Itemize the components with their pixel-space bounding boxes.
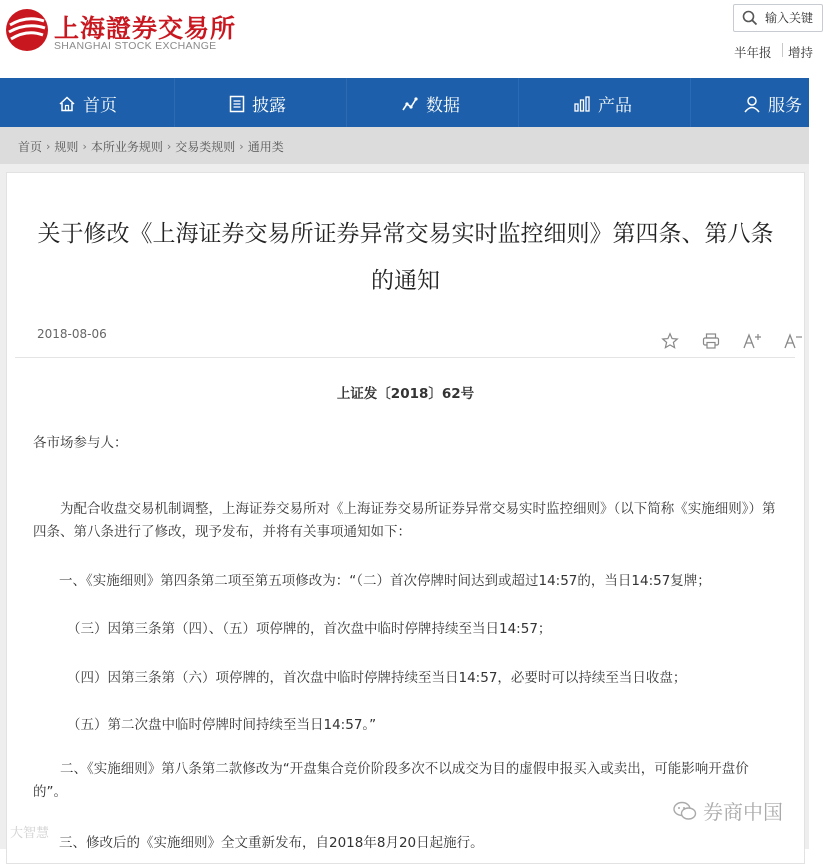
article-panel	[6, 172, 805, 864]
link-increase-holdings[interactable]: 增持	[788, 45, 814, 60]
nav-label-products: 产品	[598, 96, 632, 116]
breadcrumb-general[interactable]: 通用类	[247, 140, 284, 154]
search-icon[interactable]	[742, 10, 758, 26]
print-icon[interactable]	[702, 332, 720, 350]
publish-date: 2018-08-06	[37, 327, 107, 341]
user-icon	[743, 95, 761, 113]
watermark-text: 券商中国	[703, 800, 783, 824]
page-title	[7, 211, 804, 305]
main-nav	[0, 78, 809, 127]
item-1-clause-3: （三）因第三条第（四）、（五）项停牌的，首次盘中临时停牌持续至当日14:57；	[67, 621, 552, 637]
nav-label-data: 数据	[426, 96, 460, 116]
home-icon	[58, 95, 76, 113]
nav-item-disclosure[interactable]	[175, 78, 347, 127]
search-box[interactable]	[733, 4, 823, 32]
article-toolbar	[649, 330, 813, 352]
link-half-year-report[interactable]: 半年报	[734, 45, 772, 60]
favorite-button[interactable]	[649, 330, 690, 352]
header-divider	[15, 357, 795, 358]
sse-logo-mark-icon	[4, 7, 50, 53]
chevron-right-icon: ›	[82, 140, 87, 153]
search-input[interactable]	[765, 11, 825, 25]
watermark	[673, 796, 783, 825]
font-decrease-button[interactable]	[772, 330, 813, 352]
font-increase-icon[interactable]	[742, 332, 762, 350]
star-icon[interactable]	[661, 332, 679, 350]
toplink-divider	[782, 43, 783, 57]
document-number: 上证发〔2018〕62号	[336, 386, 475, 402]
data-line-icon	[401, 95, 419, 113]
nav-item-products[interactable]	[519, 78, 691, 127]
wechat-icon	[673, 801, 697, 821]
title-line-2: 的通知	[371, 268, 440, 294]
item-3: 三、修改后的《实施细则》全文重新发布，自2018年8月20日起施行。	[59, 835, 484, 851]
content-area	[0, 164, 809, 849]
logo-chinese-name: 上海證券交易所	[54, 14, 237, 43]
breadcrumb	[18, 138, 284, 155]
top-header	[0, 0, 814, 78]
salutation: 各市场参与人：	[33, 435, 128, 451]
breadcrumb-home[interactable]: 首页	[18, 140, 43, 154]
chevron-right-icon: ›	[166, 140, 172, 153]
document-list-icon	[229, 95, 245, 113]
nav-label-services: 服务	[768, 96, 802, 116]
item-2: 二、《实施细则》第八条第二款修改为“开盘集合竞价阶段多次不以成交为目的虚假申报买入或卖出，可能影响开盘价的”。	[33, 761, 749, 800]
item-1: 一、《实施细则》第四条第二项至第五项修改为：“（二）首次停牌时间达到或超过14:57的，当日14:57复牌；	[59, 573, 711, 589]
font-decrease-icon[interactable]	[783, 332, 803, 350]
sse-logo[interactable]	[4, 7, 237, 57]
title-line-1: 关于修改《上海证券交易所证券异常交易实时监控细则》第四条、第八条	[37, 221, 774, 247]
nav-label-disclosure: 披露	[252, 96, 286, 116]
breadcrumb-business-rules[interactable]: 本所业务规则	[90, 140, 163, 154]
nav-label-home: 首页	[83, 96, 117, 116]
nav-item-data[interactable]	[347, 78, 519, 127]
watermark-left: 大智慧	[10, 826, 50, 841]
print-button[interactable]	[690, 330, 731, 352]
breadcrumb-trading-rules[interactable]: 交易类规则	[175, 140, 236, 154]
nav-item-home[interactable]	[0, 78, 175, 127]
breadcrumb-bar	[0, 127, 809, 164]
item-1-clause-4: （四）因第三条第（六）项停牌的，首次盘中临时停牌持续至当日14:57，必要时可以持续至当日收盘；	[67, 670, 687, 686]
logo-english-name: SHANGHAI STOCK EXCHANGE	[54, 40, 217, 52]
intro-paragraph: 为配合收盘交易机制调整，上海证券交易所对《上海证券交易所证券异常交易实时监控细则》（以下简称《实施细则》）第四条、第八条进行了修改，现予发布，并将有关事项通知如下：	[33, 501, 776, 540]
bar-chart-icon	[573, 95, 591, 113]
chevron-right-icon: ›	[46, 140, 51, 153]
chevron-right-icon: ›	[239, 140, 244, 153]
breadcrumb-rules[interactable]: 规则	[54, 140, 79, 154]
font-increase-button[interactable]	[731, 330, 772, 352]
nav-item-services[interactable]	[691, 78, 809, 127]
item-1-clause-5: （五）第二次盘中临时停牌时间持续至当日14:57。”	[67, 717, 377, 733]
